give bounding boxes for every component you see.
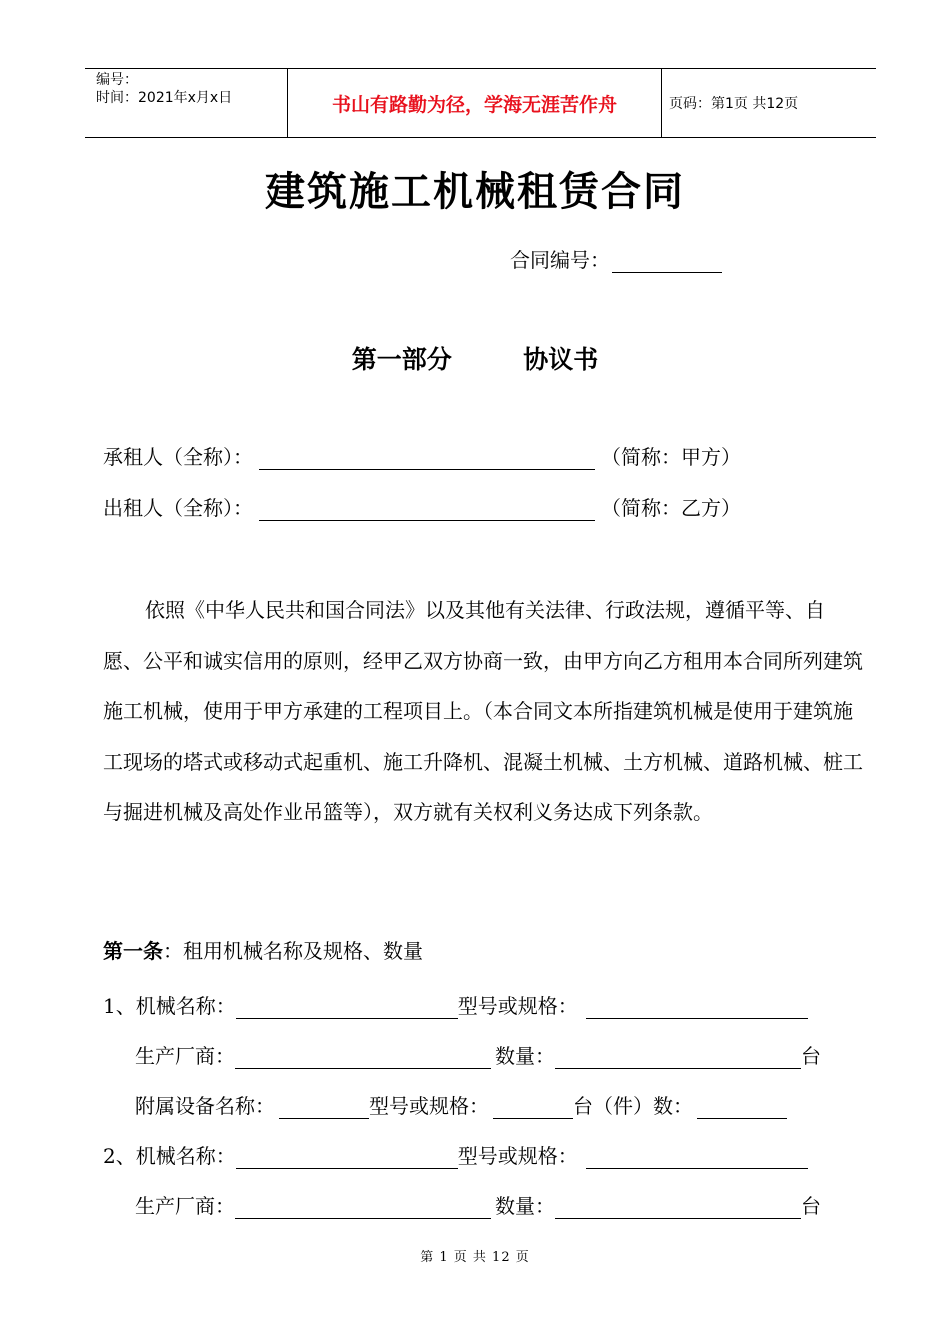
item-1-no: 1、	[103, 994, 136, 1018]
item-2-no: 2、	[103, 1144, 136, 1168]
item-1-qty-label: 数量：	[495, 1044, 555, 1068]
item-1-acc-label: 附属设备名称：	[135, 1094, 275, 1118]
item-1-acc-qty-field[interactable]	[697, 1096, 787, 1119]
part-label: 第一部分	[351, 345, 452, 374]
time-label: 时间：2021年x月x日	[96, 90, 233, 106]
lessor-field[interactable]	[259, 498, 595, 521]
item-1-spec-label: 型号或规格：	[457, 994, 578, 1018]
lessor-suffix: （简称：乙方）	[601, 496, 741, 520]
intro-paragraph	[103, 585, 863, 838]
item-1-accessory-row	[135, 1090, 787, 1119]
item-2-spec-label: 型号或规格：	[457, 1144, 578, 1168]
header-meta	[85, 69, 287, 137]
header-page-info: 页码：第1页 共12页	[669, 96, 799, 112]
item-1-unit: 台	[801, 1044, 821, 1068]
item-1-qty-field[interactable]	[555, 1046, 801, 1069]
lessor-line	[103, 492, 741, 521]
item-2-maker-label: 生产厂商：	[135, 1194, 235, 1218]
serial-label: 编号：	[96, 72, 138, 88]
item-1-name-field[interactable]	[236, 996, 458, 1019]
item-1-maker-label: 生产厂商：	[135, 1044, 235, 1068]
item-2-qty-label: 数量：	[495, 1194, 555, 1218]
article-1-text: ：租用机械名称及规格、数量	[163, 939, 423, 963]
item-2-unit: 台	[801, 1194, 821, 1218]
item-1-name-label: 机械名称：	[135, 994, 236, 1018]
item-2-name-label: 机械名称：	[135, 1144, 236, 1168]
contract-number-field[interactable]	[612, 252, 722, 273]
item-2-name-row	[103, 1140, 808, 1169]
item-1-acc-qty-label: 台（件）数：	[573, 1094, 693, 1118]
part-heading	[0, 340, 950, 376]
item-1-acc-spec-field[interactable]	[493, 1096, 573, 1119]
lessee-field[interactable]	[259, 447, 595, 470]
document-title: 建筑施工机械租赁合同	[265, 169, 685, 215]
item-2-maker-field[interactable]	[235, 1196, 491, 1219]
item-2-name-field[interactable]	[236, 1146, 458, 1169]
article-1-heading	[103, 935, 423, 964]
part-name: 协议书	[523, 345, 599, 374]
page-footer: 第 1 页 共 12 页	[420, 1250, 530, 1265]
intro-text: 依照《中华人民共和国合同法》以及其他有关法律、行政法规，遵循平等、自愿、公平和诚实信用的原则，经甲乙双方协商一致，由甲方向乙方租用本合同所列建筑施工机械，使用于甲方承建的工程项目上。（本合同文本所指建筑机械是使用于建筑施工现场的塔式或移动式起重机、施工升降机、混凝土机械、土方机械、道路机械、桩工与掘进机械及高处作业吊篮等），双方就有关权利义务达成下列条款。	[103, 598, 863, 825]
contract-number-label: 合同编号：	[510, 248, 610, 272]
page-header	[85, 68, 876, 138]
item-2-qty-field[interactable]	[555, 1196, 801, 1219]
item-2-maker-row	[135, 1190, 821, 1219]
lessee-label: 承租人（全称）：	[103, 445, 253, 469]
contract-number	[510, 244, 722, 273]
item-2-spec-field[interactable]	[586, 1146, 808, 1169]
item-1-spec-field[interactable]	[586, 996, 808, 1019]
lessor-label: 出租人（全称）：	[103, 496, 253, 520]
item-1-acc-spec-label: 型号或规格：	[369, 1094, 489, 1118]
item-1-maker-row	[135, 1040, 821, 1069]
item-1-name-row	[103, 990, 808, 1019]
item-1-maker-field[interactable]	[235, 1046, 491, 1069]
lessee-suffix: （简称：甲方）	[601, 445, 741, 469]
header-motto: 书山有路勤为径，学海无涯苦作舟	[287, 69, 662, 137]
lessee-line	[103, 441, 741, 470]
item-1-acc-field[interactable]	[279, 1096, 369, 1119]
article-1-number: 第一条	[103, 939, 163, 963]
